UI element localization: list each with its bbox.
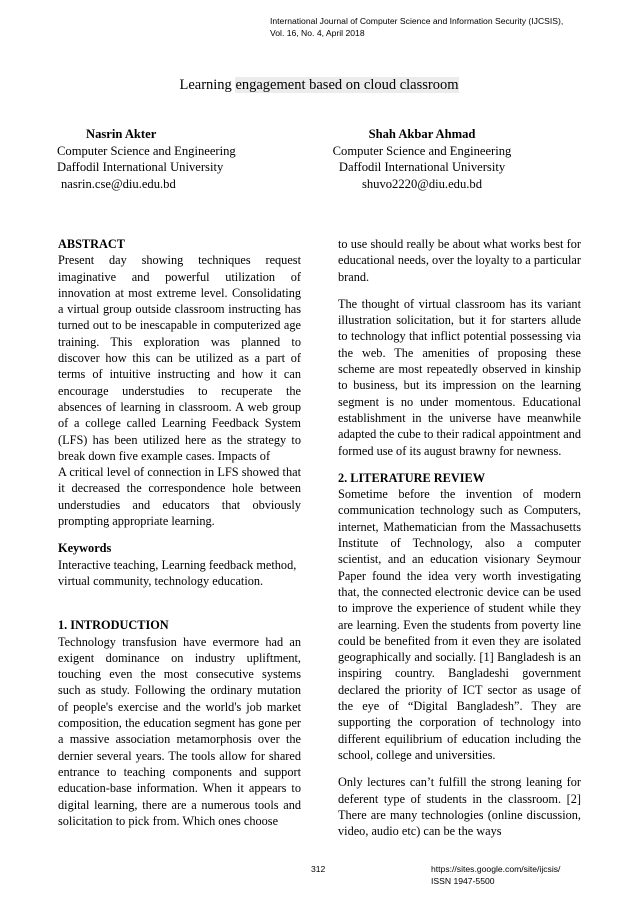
right-column bbox=[338, 236, 581, 839]
journal-header bbox=[270, 15, 610, 39]
issn: ISSN 1947-5500 bbox=[431, 875, 495, 886]
literature-review-heading: 2. LITERATURE REVIEW bbox=[338, 470, 486, 485]
journal-volume: Vol. 16, No. 4, April 2018 bbox=[270, 28, 365, 38]
keywords-heading: Keywords bbox=[58, 541, 112, 556]
lectures-paragraph: Only lectures can’t fulfill the strong leaning for deferent type of students in the classroom. [2] There are many technologies (online discussion, video, audio etc) can be the ways bbox=[338, 775, 581, 839]
abstract-paragraph-1: Present day showing techniques request imaginative and powerful utilization of innovation at most extreme level. Consolidating a virtual group outside classroom instructing has turned out to be inescapable in computerized age training. This exploration was planned to discover how this can be utilized as a part of terms of intuitive instructing and how it can encourage understudies to recuperate the absences of learning in classroom. A web group of a college called Learning Feedback System (LFS) has been utilized here as the strategy to break down five example cases. Impacts of bbox=[58, 253, 301, 463]
left-column bbox=[58, 236, 301, 829]
title-part-2: engagement based on cloud classroom bbox=[235, 77, 459, 93]
author-1-univ: Daffodil International University bbox=[57, 160, 224, 174]
introduction-text: Technology transfusion have evermore had an exigent dominance on industry upliftment, touching even the most consecutive systems such as study. Following the ordinary mutation of people's exercise and the world's job market composition, the education segment has gone per a massive association metamorphosis over the dernier several years. The tools allow for shared entrance to teaching components and support education-base information. When it appears to digital learning, there are a numerous tools and solicitation to pick from. Which ones choose bbox=[58, 634, 301, 828]
abstract-paragraph-2: A critical level of connection in LFS showed that it decreased the correspondence hole between understudies and educators that obviously prompting appropriate learning. bbox=[58, 465, 301, 529]
author-2-email: shuvo2220@diu.edu.bd bbox=[361, 176, 483, 191]
author-2 bbox=[327, 126, 517, 192]
keywords-text: Interactive teaching, Learning feedback method, virtual community, technology education. bbox=[58, 557, 297, 588]
journal-name: International Journal of Computer Science and Information Security (IJCSIS), bbox=[270, 16, 564, 26]
author-1-dept: Computer Science and Engineering bbox=[57, 143, 236, 158]
paper-title bbox=[0, 77, 638, 94]
author-1-email: nasrin.cse@diu.edu.bd bbox=[61, 176, 176, 191]
author-2-name: Shah Akbar Ahmad bbox=[368, 127, 476, 141]
author-1 bbox=[57, 126, 236, 192]
intro-continued-paragraph: to use should really be about what works best for educational needs, over the loyalty to a particular brand. bbox=[338, 237, 581, 284]
footer-info bbox=[431, 864, 560, 887]
author-2-univ: Daffodil International University bbox=[338, 160, 506, 174]
introduction-heading: 1. INTRODUCTION bbox=[58, 618, 169, 633]
author-2-dept: Computer Science and Engineering bbox=[332, 143, 512, 158]
abstract-heading: ABSTRACT bbox=[58, 237, 125, 251]
journal-url: https://sites.google.com/site/ijcsis/ bbox=[431, 864, 561, 874]
title-part-1: Learning bbox=[179, 77, 236, 93]
virtual-classroom-paragraph: The thought of virtual classroom has its variant illustration solicitation, but it for starters allude to technology that inflict potential possessing via the web. The amenities of proposing these scheme are most repeatedly observed in kinship to business, but its impression on the learning segment is no under momentous. Educational establishment in the universe have meanwhile adapted the cube to their radical appointment and formed use of its august brawny for newness. bbox=[338, 296, 581, 458]
author-1-name: Nasrin Akter bbox=[86, 127, 157, 141]
literature-review-paragraph: Sometime before the invention of modern communication technology such as Computers, internet, Mathematician from the Massachusetts Institute of Technology, also a computer scientist, and an education visionary Seymour Paper found the idea very worth investigating that, the connected electronic device can be used to improve the experience of student while they are learning. Even the students from poverty line could be benefited from it even they are isolated geographically and socially. [1] Bangladesh is an inspiring country. Bangladeshi government declared the priority of ICT sector as usage of the eye of “Digital Bangladesh”. They are supporting the corporation of technology into different equilibrium of education including the school, college and universities. bbox=[338, 487, 581, 762]
page-number: 312 bbox=[311, 864, 326, 874]
